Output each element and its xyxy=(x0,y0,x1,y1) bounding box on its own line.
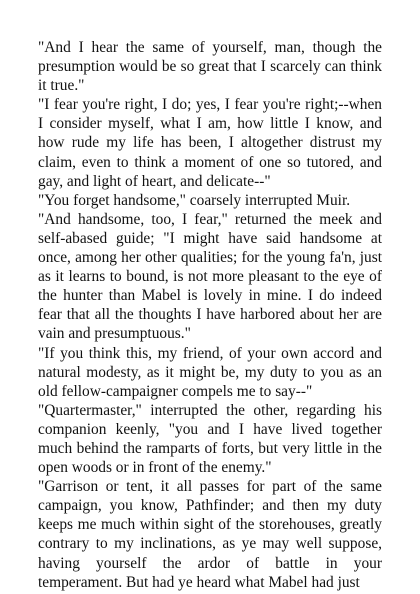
paragraph-5: "If you think this, my friend, of your own accord and natural modesty, as it might be, my duty to you as an old fellow-campaigner compels me to say--" xyxy=(38,344,382,400)
document-page xyxy=(38,38,382,592)
paragraph-2: "I fear you're right, I do; yes, I fear you're right;--when I consider myself, what I am, how little I know, and how rude my life has been, I altogether distrust my claim, even to think a moment of one so tutored, and gay, and light of heart, and delicate--" xyxy=(38,96,382,190)
paragraph-4: "And handsome, too, I fear," returned the meek and self-abased guide; "I might have said handsome at once, among her other qualities; for the young fa'n, just as it learns to bound, is not more pleasant to the eye of the hunter than Mabel is lovely in mine. I do indeed fear that all the thoughts I have harbored about her are vain and presumptuous." xyxy=(38,210,382,343)
paragraph-1: "And I hear the same of yourself, man, though the presumption would be so great that I scarcely can think it true." xyxy=(38,39,382,95)
paragraph-7: "Garrison or tent, it all passes for part of the same campaign, you know, Pathfinder; and then my duty keeps me much within sight of the storehouses, greatly contrary to my inclinations, as ye may well suppose, having yourself the ardor of battle in your temperament. But had ye heard what Mabel had just xyxy=(38,478,382,591)
paragraph-6: "Quartermaster," interrupted the other, regarding his companion keenly, "you and I have lived together much behind the ramparts of forts, but very little in the open woods or in front of the enemy." xyxy=(38,401,382,477)
paragraph-3: "You forget handsome," coarsely interrupted Muir. xyxy=(38,191,351,209)
